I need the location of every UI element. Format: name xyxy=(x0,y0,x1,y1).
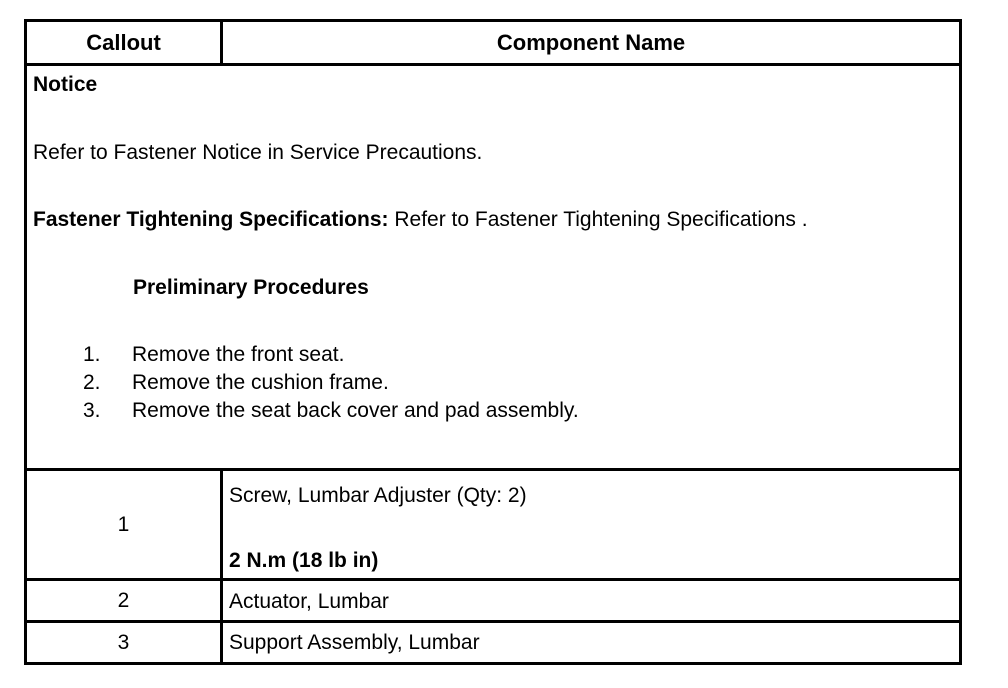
step-text: Remove the cushion frame. xyxy=(132,371,389,394)
row-3-callout: 3 xyxy=(117,630,130,654)
header-divider xyxy=(220,22,223,63)
notice-text: Refer to Fastener Notice in Service Precautions. xyxy=(33,141,483,164)
row-2-callout: 2 xyxy=(117,588,130,612)
component-table xyxy=(24,19,962,665)
row-1-callout: 1 xyxy=(117,512,130,536)
preliminary-procedures-title: Preliminary Procedures xyxy=(133,276,369,299)
step-number: 3. xyxy=(83,399,101,422)
row-1-name: Screw, Lumbar Adjuster (Qty: 2) xyxy=(229,484,527,507)
fastener-spec-text: Refer to Fastener Tightening Specifications . xyxy=(388,208,808,231)
step-text: Remove the front seat. xyxy=(132,343,345,366)
notice-title: Notice xyxy=(33,73,98,96)
header-callout: Callout xyxy=(86,29,161,55)
row-2-name: Actuator, Lumbar xyxy=(229,590,389,613)
rows-column-divider xyxy=(220,468,223,662)
step-number: 2. xyxy=(83,371,101,394)
header-bottom-line xyxy=(27,63,959,66)
step-text: Remove the seat back cover and pad assembly. xyxy=(132,399,579,422)
row-1-torque: 2 N.m (18 lb in) xyxy=(229,549,379,572)
fastener-spec-line xyxy=(33,206,808,234)
header-component-name: Component Name xyxy=(496,29,686,55)
fastener-spec-label: Fastener Tightening Specifications: xyxy=(33,208,389,231)
step-number: 1. xyxy=(83,343,101,366)
row-3-name: Support Assembly, Lumbar xyxy=(229,631,480,654)
